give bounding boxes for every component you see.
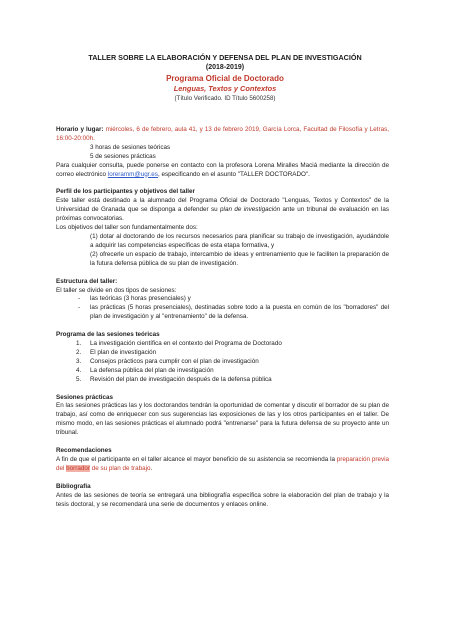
program-title: Programa de las sesiones teóricas (56, 331, 160, 339)
structure-item-2: las prácticas (5 horas presenciales), destinadas sobre todo a la puesta en común de los "borradores" del plan de investigación y al "entrenamiento" de la defensa. (90, 304, 389, 321)
recommendations-red-text-end: de su plan de trabajo (89, 464, 151, 472)
list-item (56, 295, 389, 304)
item-number: 1. (76, 340, 82, 348)
item-number: 3. (76, 357, 82, 365)
email-link[interactable]: loreramm@ugr.es (107, 170, 158, 178)
item-number: 2. (76, 348, 82, 356)
item-text: La defensa pública del plan de investigación (90, 366, 214, 374)
item-text: El plan de investigación (90, 348, 157, 356)
recommendations-title: Recomendaciones (56, 447, 112, 455)
list-item (56, 304, 389, 322)
contact-text: Para cualquier consulta, puede ponerse en contacto con la profesora Lorena Miralles Maciá mediante la dirección de correo electrónico (56, 161, 389, 178)
profile-paragraph (56, 197, 389, 224)
profile-title: Perfil de los participantes y objetivos del taller (56, 188, 195, 196)
list-item (56, 367, 389, 376)
dash-bullet: - (78, 295, 81, 303)
schedule-paragraph (56, 126, 389, 144)
document-years: (2018-2019) (205, 64, 245, 71)
schedule-item-practice: 5 de sesiones prácticas (90, 152, 156, 160)
program-name: Lenguas, Textos y Contextos (173, 84, 277, 93)
profile-text-end: ante un tribunal de evaluación en las próximas convocatorias. (56, 206, 390, 223)
item-text: Consejos prácticos para cumplir con el plan de investigación (90, 357, 259, 365)
list-item (56, 358, 389, 367)
highlighted-word: borrador (66, 464, 90, 472)
recommendations-text: A fin de que el participante en el taller alcance el mayor beneficio de su asistencia se recomienda la (56, 456, 337, 463)
program-list (56, 340, 389, 385)
schedule-label: Horario y lugar: (56, 126, 104, 133)
item-number: 5. (76, 375, 82, 383)
profile-text: Este taller está destinado a la alumnado del Programa Oficial de Doctorado "Lenguas, Textos y Contextos" de la Universidad de Granada que se disponga a defender su (56, 197, 389, 214)
recommendations-paragraph (56, 456, 389, 474)
document-header (0, 52, 450, 103)
structure-title: Estructura del taller: (56, 277, 118, 285)
structure-intro: El taller se divide en dos tipos de sesiones: (56, 286, 177, 294)
contact-paragraph (56, 162, 389, 180)
recommendations-end: . (150, 464, 153, 472)
objectives-intro: Los objetivos del taller son fundamentalmente dos: (56, 224, 198, 232)
item-number: 4. (76, 366, 82, 374)
document-title: TALLER SOBRE LA ELABORACIÓN Y DEFENSA DEL PLAN DE INVESTIGACIÓN (88, 53, 362, 62)
list-item (56, 376, 389, 385)
objective-2: (2) ofrecerle un espacio de trabajo, intercambio de ideas y entrenamiento que le faciliten la preparación de la futura defensa pública de su plan de investigación. (90, 250, 389, 267)
list-item (56, 340, 389, 349)
document-body (56, 126, 389, 510)
profile-text-italic: plan de investigación (220, 206, 281, 214)
schedule-details: miércoles, 6 de febrero, aula 41, y 13 de febrero 2019, García Lorca, Facultad de Filosofía y Letras, 16:00-20:00h. (56, 126, 389, 142)
item-text: La investigación científica en el contexto del Programa de Doctorado (90, 340, 282, 348)
bibliography-paragraph: Antes de las sesiones de teoría se entregará una bibliografía específica sobre la elaboración del plan de trabajo y la tesis doctoral, y se recomendará una serie de documentos y enlaces online. (56, 491, 389, 508)
structure-list (56, 295, 389, 322)
practical-title: Sesiones prácticas (56, 393, 114, 401)
structure-item-1: las teóricas (3 horas presenciales) y (90, 295, 191, 303)
verification-note: (Título Verificado. ID Título 5600258) (174, 95, 276, 102)
program-label: Programa Oficial de Doctorado (166, 74, 284, 83)
objective-1: (1) dotar al doctorando de los recursos necesarios para planificar su trabajo de investigación, ayudándole a adquirir las competencias específicas de esta etapa formativa, y (90, 232, 389, 249)
item-text: Revisión del plan de investigación después de la defensa pública (90, 375, 272, 383)
contact-text-end: , especificando en el asunto "TALLER DOCTORADO". (157, 170, 310, 178)
schedule-item-theory: 3 horas de sesiones teóricas (90, 143, 171, 151)
bibliography-title: Bibliografía (56, 482, 91, 490)
practical-paragraph: En las sesiones prácticas las y los doctorandos tendrán la oportunidad de comentar y discutir el borrador de su plan de trabajo, así como de enriquecer con sus sugerencias las exposiciones de las y los otros participantes en el taller. De mismo modo, en las sesiones prácticas el alumnado podrá "entrenarse" para la futura defensa de su proyecto ante un tribunal. (56, 402, 389, 437)
list-item (56, 349, 389, 358)
dash-bullet: - (78, 304, 81, 312)
recommendations-red-text: preparación previa del (56, 456, 389, 472)
